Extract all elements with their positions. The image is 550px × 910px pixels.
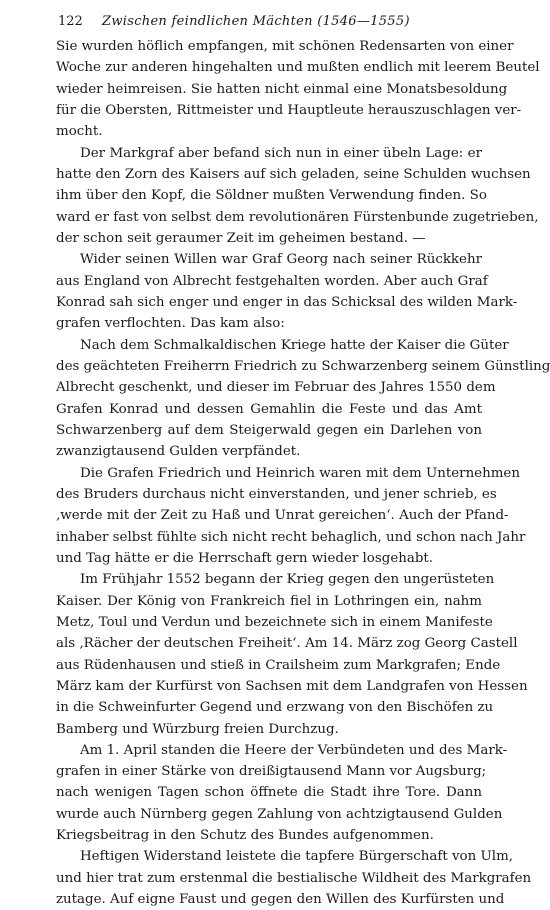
text-line: Kriegsbeitrag in den Schutz des Bundes aufgenommen. xyxy=(56,828,434,844)
text-line: Nach dem Schmalkaldischen Kriege hatte der Kaiser die Güter xyxy=(80,337,509,353)
text-line: ward er fast von selbst dem revolutionären Fürstenbunde zugetrieben, xyxy=(56,209,539,225)
text-line: Schwarzenberg auf dem Steigerwald gegen ein Darlehen von xyxy=(56,422,482,438)
text-line: des Bruders durchaus nicht einverstanden, und jener schrieb, es xyxy=(56,486,497,502)
text-line: grafen in einer Stärke von dreißigtausend Mann vor Augsburg; xyxy=(56,764,487,780)
text-line: für die Obersten, Rittmeister und Hauptleute herauszuschlagen ver- xyxy=(56,102,522,118)
text-line: aus England von Albrecht festgehalten worden. Aber auch Graf xyxy=(56,273,488,289)
text-line: ‚werde mit der Zeit zu Haß und Unrat gereichen‘. Auch der Pfand- xyxy=(56,508,509,524)
text-line: Woche zur anderen hingehalten und mußten endlich mit leerem Beutel xyxy=(56,60,540,76)
page-header xyxy=(58,12,488,32)
text-line: März kam der Kurfürst von Sachsen mit dem Landgrafen von Hessen xyxy=(56,678,528,694)
text-line: Die Grafen Friedrich und Heinrich waren mit dem Unternehmen xyxy=(80,465,520,481)
text-line: hatte den Zorn des Kaisers auf sich geladen, seine Schulden wuchsen xyxy=(56,166,531,182)
text-line: grafen verflochten. Das kam also: xyxy=(56,316,285,332)
text-line: mocht. xyxy=(56,124,103,140)
text-line: und hier trat zum erstenmal die bestialische Wildheit des Markgrafen xyxy=(56,870,532,886)
text-line: Im Frühjahr 1552 begann der Krieg gegen den ungerüsteten xyxy=(80,572,495,588)
text-line: wieder heimreisen. Sie hatten nicht einmal eine Monatsbesoldung xyxy=(56,81,508,97)
text-line: des geächteten Freiherrn Friedrich zu Schwarzenberg seinem Günstling xyxy=(56,358,550,374)
text-line: zwanzigtausend Gulden verpfändet. xyxy=(56,444,301,460)
text-line: ihm über den Kopf, die Söldner mußten Verwendung finden. So xyxy=(56,188,487,204)
text-line: Albrecht geschenkt, und dieser im Februar des Jahres 1550 dem xyxy=(56,380,496,396)
text-line: Heftigen Widerstand leistete die tapfere Bürgerschaft von Ulm, xyxy=(80,849,514,865)
running-title: Zwischen feindlichen Mächten (1546—1555) xyxy=(102,14,410,29)
text-line: zutage. Auf eigne Faust und gegen den Willen des Kurfürsten und xyxy=(56,892,505,908)
body-text xyxy=(56,36,550,908)
text-line: Wider seinen Willen war Graf Georg nach seiner Rückkehr xyxy=(80,252,482,268)
text-line: Metz, Toul und Verdun und bezeichnete sich in einem Manifeste xyxy=(56,614,493,630)
text-line: als ‚Rächer der deutschen Freiheit‘. Am 14. März zog Georg Castell xyxy=(56,636,518,652)
text-line: nach wenigen Tagen schon öffnete die Stadt ihre Tore. Dann xyxy=(56,785,482,801)
text-line: Konrad sah sich enger und enger in das Schicksal des wilden Mark- xyxy=(56,294,518,310)
text-line: der schon seit geraumer Zeit im geheimen bestand. — xyxy=(56,230,426,246)
text-line: in die Schweinfurter Gegend und erzwang von den Bischöfen zu xyxy=(56,700,494,716)
text-line: Grafen Konrad und dessen Gemahlin die Feste und das Amt xyxy=(56,401,482,417)
text-line: Kaiser. Der König von Frankreich fiel in Lothringen ein, nahm xyxy=(56,593,482,609)
text-line: inhaber selbst fühlte sich nicht recht behaglich, und schon nach Jahr xyxy=(56,529,526,545)
page-number: 122 xyxy=(58,14,83,29)
text-line: aus Rüdenhausen und stieß in Crailsheim zum Markgrafen; Ende xyxy=(56,657,501,673)
text-line: wurde auch Nürnberg gegen Zahlung von achtzigtausend Gulden xyxy=(56,806,503,822)
text-line: Sie wurden höflich empfangen, mit schönen Redensarten von einer xyxy=(56,39,514,54)
text-line: Am 1. April standen die Heere der Verbündeten und des Mark- xyxy=(80,742,508,758)
text-line: Der Markgraf aber befand sich nun in einer übeln Lage: er xyxy=(80,145,482,161)
text-line: und Tag hätte er die Herrschaft gern wieder losgehabt. xyxy=(56,550,434,566)
text-line: Bamberg und Würzburg freien Durchzug. xyxy=(56,721,339,737)
